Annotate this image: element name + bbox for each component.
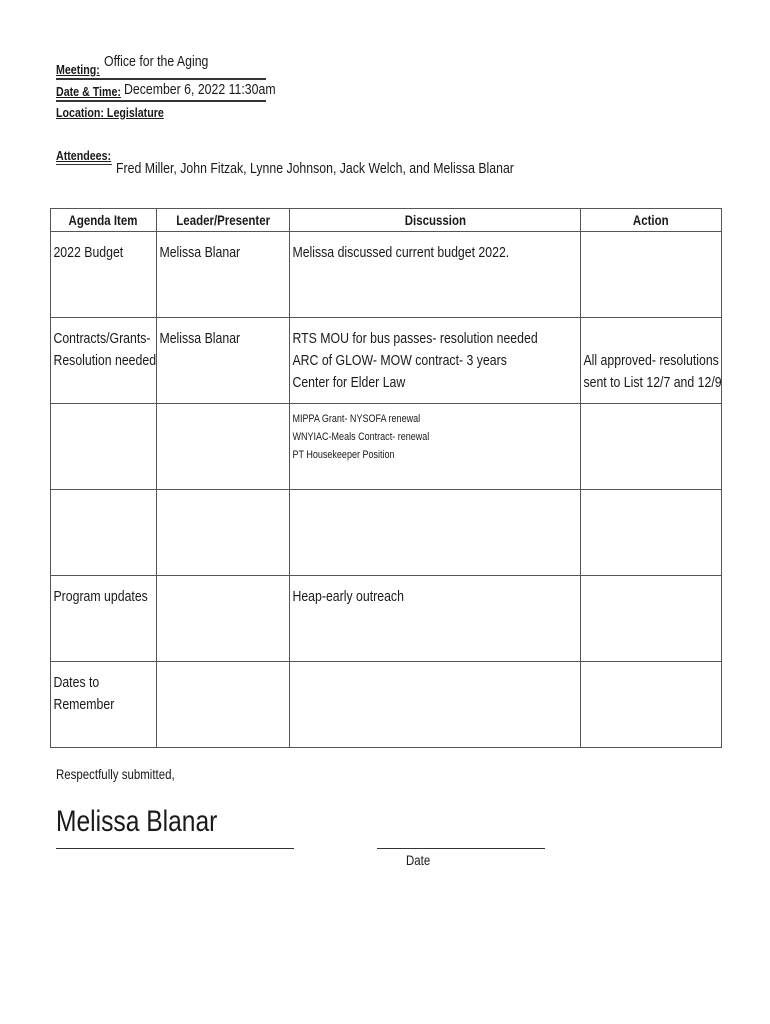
meeting-value: Office for the Aging <box>104 53 209 70</box>
attendees-label: Attendees: <box>56 148 112 163</box>
table-header-row <box>51 209 722 232</box>
datetime-label: Date & Time: <box>56 84 121 99</box>
table-row <box>51 318 722 404</box>
cell-agenda: Program updates <box>51 576 157 662</box>
cell-agenda <box>51 404 157 490</box>
cell-action <box>581 404 722 490</box>
signature-line <box>56 848 294 849</box>
cell-agenda: Dates to Remember <box>51 662 157 748</box>
cell-discussion: MIPPA Grant- NYSOFA renewal WNYIAC-Meals Contract- renewal PT Housekeeper Position <box>290 404 581 490</box>
respectfully-submitted: Respectfully submitted, <box>56 766 175 782</box>
cell-action <box>581 662 722 748</box>
table-row <box>51 404 722 490</box>
meeting-rule <box>56 78 266 80</box>
date-label: Date <box>406 852 431 868</box>
cell-action <box>581 490 722 576</box>
table-row <box>51 662 722 748</box>
cell-leader <box>157 576 290 662</box>
cell-leader <box>157 662 290 748</box>
cell-discussion: RTS MOU for bus passes- resolution needed ARC of GLOW- MOW contract- 3 years Center for Elder Law <box>290 318 581 404</box>
cell-leader <box>157 404 290 490</box>
cell-leader: Melissa Blanar <box>157 318 290 404</box>
table-row <box>51 576 722 662</box>
table-row <box>51 232 722 318</box>
attendees-value: Fred Miller, John Fitzak, Lynne Johnson, Jack Welch, and Melissa Blanar <box>116 160 514 177</box>
cell-agenda: Contracts/Grants- Resolution needed <box>51 318 157 404</box>
col-header-leader-presenter: Leader/Presenter <box>157 209 290 232</box>
datetime-value: December 6, 2022 11:30am <box>124 81 276 98</box>
cell-action: All approved- resolutions sent to List 12/7 and 12/9 <box>581 318 722 404</box>
table-row <box>51 490 722 576</box>
cell-leader: Melissa Blanar <box>157 232 290 318</box>
cell-action <box>581 576 722 662</box>
signature: Melissa Blanar <box>56 805 218 838</box>
cell-discussion: Melissa discussed current budget 2022. <box>290 232 581 318</box>
cell-agenda <box>51 490 157 576</box>
date-line <box>377 848 545 849</box>
col-header-agenda-item: Agenda Item <box>51 209 157 232</box>
cell-action <box>581 232 722 318</box>
attendees-rule <box>56 164 112 165</box>
cell-discussion <box>290 662 581 748</box>
cell-agenda: 2022 Budget <box>51 232 157 318</box>
meeting-label: Meeting: <box>56 62 100 77</box>
agenda-table <box>50 208 722 748</box>
cell-leader <box>157 490 290 576</box>
datetime-rule <box>56 100 266 102</box>
cell-discussion <box>290 490 581 576</box>
col-header-discussion: Discussion <box>290 209 581 232</box>
col-header-action: Action <box>581 209 722 232</box>
location-label: Location: Legislature <box>56 105 164 120</box>
cell-discussion: Heap-early outreach <box>290 576 581 662</box>
